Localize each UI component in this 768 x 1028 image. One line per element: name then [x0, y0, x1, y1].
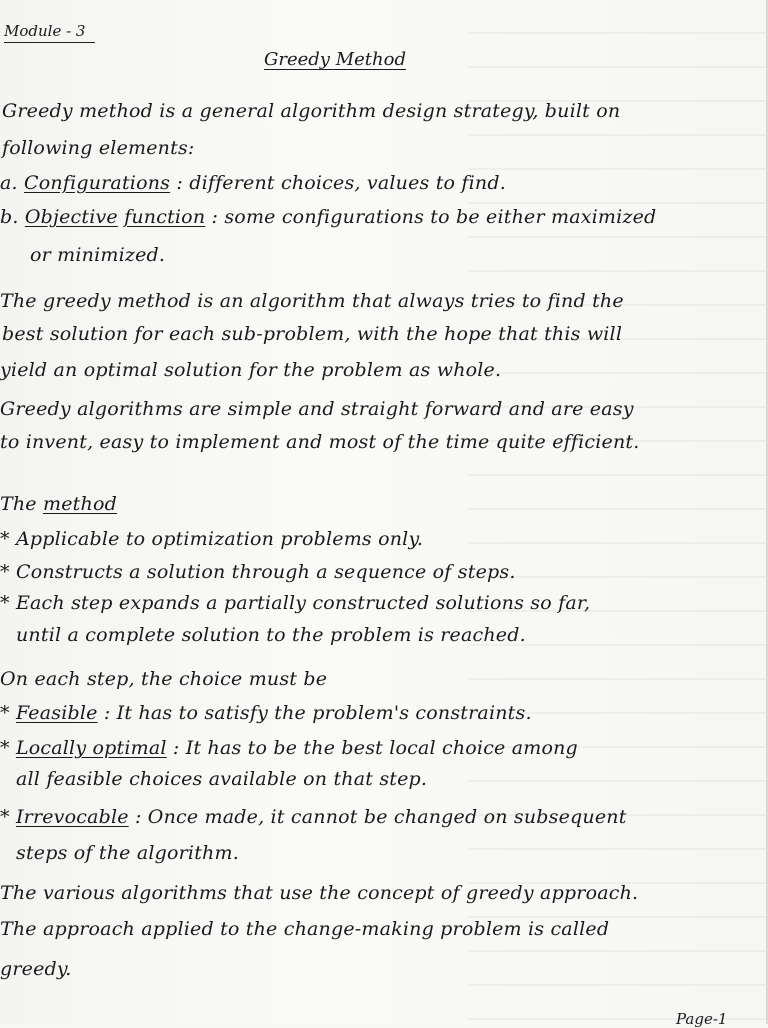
- item-b-text: : some configurations to be either maximized: [211, 206, 657, 228]
- intro-line-2: following elements:: [2, 137, 195, 159]
- module-label: Module - 3: [4, 22, 95, 43]
- page-number: Page-1: [676, 1010, 728, 1028]
- locally-optimal-label: Locally optimal: [15, 737, 167, 759]
- para1-line-2: best solution for each sub-problem, with the hope that this will: [2, 323, 623, 345]
- item-b-label-2: function: [124, 206, 206, 228]
- choice-locally-optimal: [0, 737, 578, 759]
- method-heading-underlined: method: [43, 493, 117, 515]
- intro-line-1: Greedy method is a general algorithm design strategy, built on: [2, 100, 621, 122]
- irrevocable-label: Irrevocable: [15, 806, 129, 828]
- para2-line-1: Greedy algorithms are simple and straight forward and are easy: [0, 398, 634, 420]
- bleed-through-texture: [468, 0, 768, 1024]
- method-bullet-2-text: Constructs a solution through a sequence of steps.: [15, 561, 516, 583]
- choice-locally-optimal-cont: all feasible choices available on that step.: [16, 768, 428, 790]
- bullet-marker: *: [0, 806, 10, 828]
- choice-feasible: [0, 702, 532, 724]
- page-title: Greedy Method: [264, 49, 406, 70]
- irrevocable-text: : Once made, it cannot be changed on subsequent: [134, 806, 627, 828]
- choice-intro: On each step, the choice must be: [0, 668, 328, 690]
- method-heading: [0, 493, 117, 515]
- item-a-marker: a.: [0, 172, 18, 194]
- method-bullet-3: [0, 592, 590, 614]
- bullet-marker: *: [0, 737, 10, 759]
- locally-optimal-text: : It has to be the best local choice among: [172, 737, 578, 759]
- bullet-marker: *: [0, 528, 10, 550]
- para2-line-2: to invent, easy to implement and most of the time quite efficient.: [0, 431, 640, 453]
- item-b-label-1: Objective: [24, 206, 118, 228]
- item-b-marker: b.: [0, 206, 19, 228]
- method-heading-prefix: The: [0, 493, 37, 515]
- method-bullet-3-text: Each step expands a partially constructed solutions so far,: [15, 592, 591, 614]
- item-b: [0, 206, 656, 228]
- item-a-text: : different choices, values to find.: [176, 172, 506, 194]
- bullet-marker: *: [0, 702, 10, 724]
- method-bullet-3-cont: until a complete solution to the problem is reached.: [16, 624, 526, 646]
- closing-line-3: greedy.: [0, 958, 72, 980]
- bullet-marker: *: [0, 592, 10, 614]
- method-bullet-1-text: Applicable to optimization problems only.: [15, 528, 424, 550]
- choice-irrevocable-cont: steps of the algorithm.: [16, 842, 239, 864]
- para1-line-3: yield an optimal solution for the problem as whole.: [0, 359, 502, 381]
- method-bullet-1: [0, 528, 423, 550]
- item-a: [0, 172, 506, 194]
- closing-line-1: The various algorithms that use the concept of greedy approach.: [0, 882, 639, 904]
- closing-line-2: The approach applied to the change-making problem is called: [0, 918, 610, 940]
- para1-line-1: The greedy method is an algorithm that always tries to find the: [0, 290, 624, 312]
- item-b-cont: or minimized.: [30, 244, 166, 266]
- bullet-marker: *: [0, 561, 10, 583]
- feasible-text: : It has to satisfy the problem's constraints.: [103, 702, 532, 724]
- method-bullet-2: [0, 561, 516, 583]
- choice-irrevocable: [0, 806, 627, 828]
- feasible-label: Feasible: [15, 702, 98, 724]
- item-a-label: Configurations: [24, 172, 171, 194]
